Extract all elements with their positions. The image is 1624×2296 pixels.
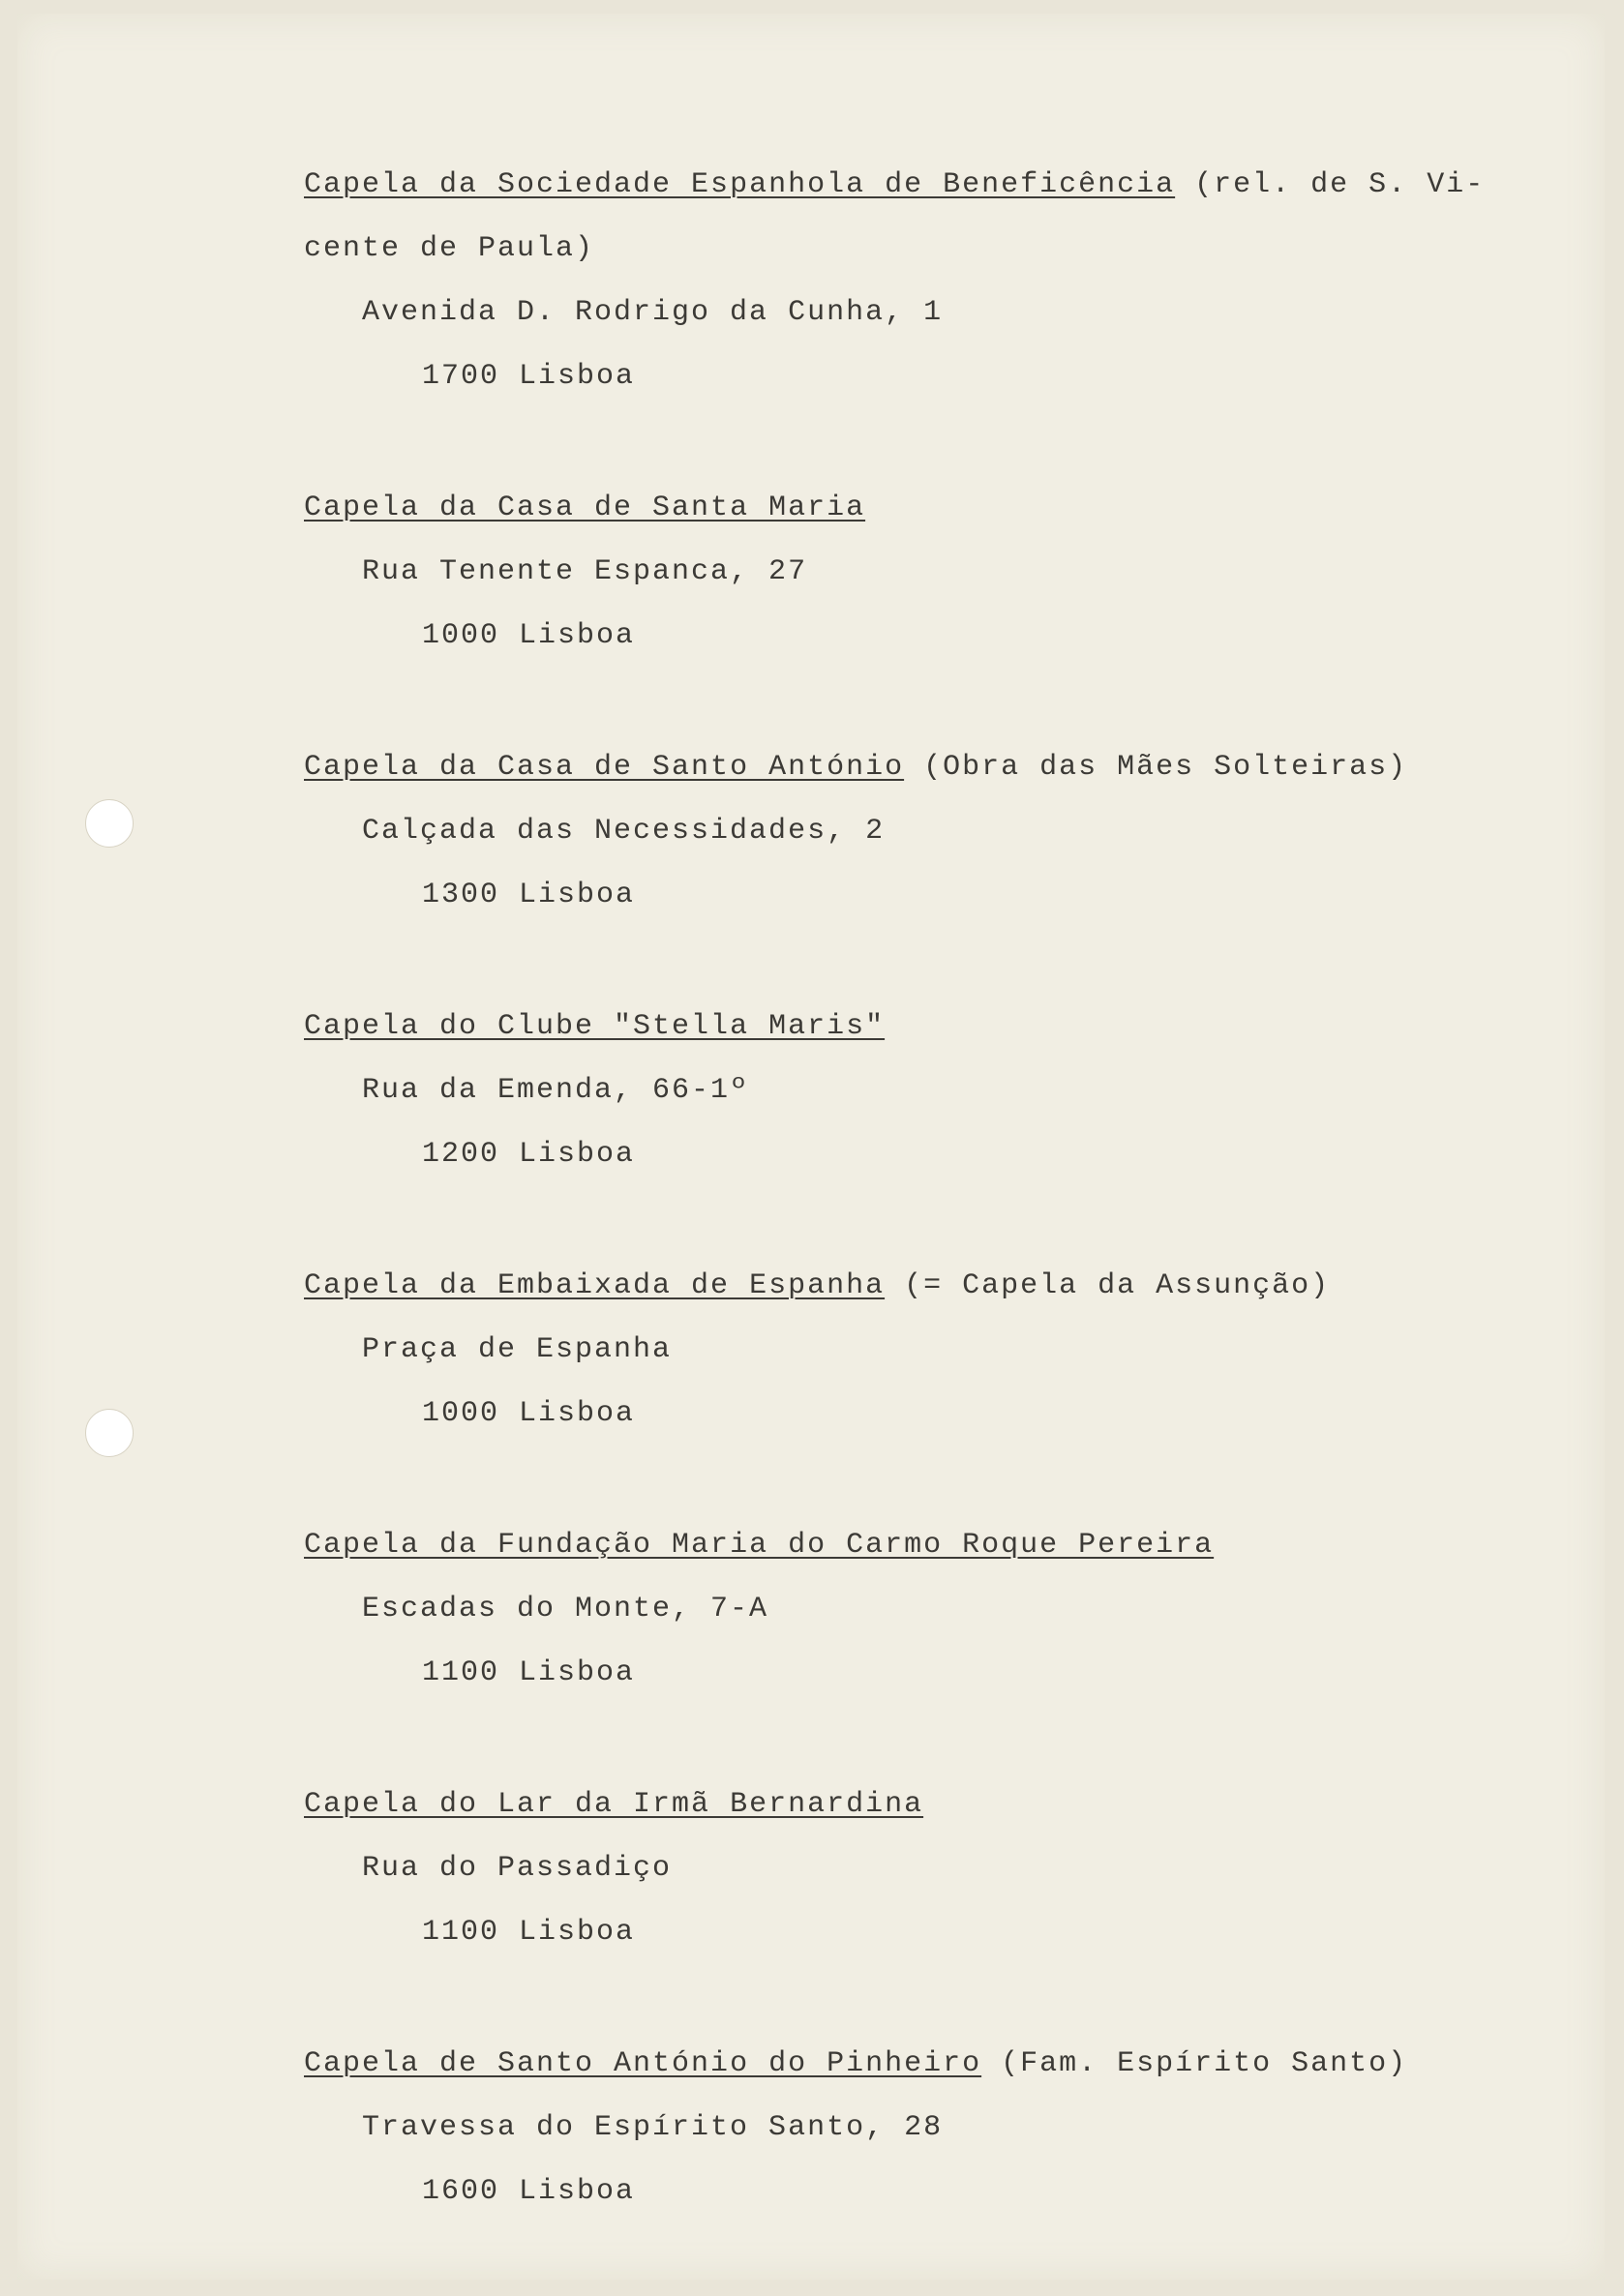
chapel-city: 1000 Lisboa: [422, 1397, 636, 1430]
punch-hole-bottom: [85, 1409, 134, 1457]
chapel-heading: [304, 1254, 1523, 1318]
chapel-heading: [304, 153, 1523, 217]
chapel-name: Capela da Sociedade Espanhola de Beneficência: [304, 168, 1176, 201]
chapel-city: 1000 Lisboa: [422, 619, 636, 652]
chapel-name: Capela da Fundação Maria do Carmo Roque Pereira: [304, 1529, 1215, 1562]
chapel-heading: [304, 1773, 1523, 1836]
chapel-note: (rel. de S. Vi-: [1194, 168, 1486, 201]
chapel-entry: [304, 476, 1523, 668]
chapel-street: Praça de Espanha: [362, 1333, 673, 1366]
chapel-note: (= Capela da Assunção): [904, 1269, 1331, 1302]
chapel-entry: [304, 735, 1523, 927]
chapel-name: Capela do Lar da Irmã Bernardina: [304, 1788, 924, 1821]
chapel-city: 1600 Lisboa: [422, 2175, 636, 2208]
chapel-list: [304, 153, 1523, 2291]
chapel-entry: [304, 1773, 1523, 1964]
chapel-street: Avenida D. Rodrigo da Cunha, 1: [362, 296, 944, 329]
chapel-entry: [304, 2032, 1523, 2223]
chapel-name: Capela do Clube "Stella Maris": [304, 1010, 886, 1043]
chapel-city: 1200 Lisboa: [422, 1138, 636, 1171]
chapel-name: Capela da Embaixada de Espanha: [304, 1269, 886, 1302]
chapel-street: Calçada das Necessidades, 2: [362, 815, 886, 848]
chapel-entry: [304, 995, 1523, 1186]
chapel-note: (Obra das Mães Solteiras): [923, 751, 1408, 784]
chapel-name: Capela da Casa de Santo António: [304, 751, 905, 784]
chapel-heading: [304, 995, 1523, 1059]
chapel-name: Capela da Casa de Santa Maria: [304, 492, 866, 524]
chapel-note: (Fam. Espírito Santo): [1001, 2047, 1408, 2080]
chapel-heading: [304, 735, 1523, 799]
chapel-street: Escadas do Monte, 7-A: [362, 1593, 769, 1625]
chapel-city: 1100 Lisboa: [422, 1916, 636, 1949]
chapel-street: Travessa do Espírito Santo, 28: [362, 2111, 944, 2144]
chapel-street: Rua do Passadiço: [362, 1852, 673, 1885]
chapel-city: 1100 Lisboa: [422, 1656, 636, 1689]
chapel-heading: [304, 476, 1523, 540]
chapel-note-continuation: cente de Paula): [304, 232, 595, 265]
chapel-street: Rua Tenente Espanca, 27: [362, 555, 808, 588]
chapel-entry: [304, 1513, 1523, 1705]
chapel-heading: [304, 1513, 1523, 1577]
chapel-name: Capela de Santo António do Pinheiro: [304, 2047, 982, 2080]
chapel-street: Rua da Emenda, 66-1º: [362, 1074, 750, 1107]
punch-hole-top: [85, 799, 134, 848]
chapel-heading: [304, 2032, 1523, 2096]
chapel-entry: [304, 1254, 1523, 1446]
chapel-entry: [304, 153, 1523, 408]
chapel-city: 1300 Lisboa: [422, 879, 636, 911]
chapel-city: 1700 Lisboa: [422, 360, 636, 393]
